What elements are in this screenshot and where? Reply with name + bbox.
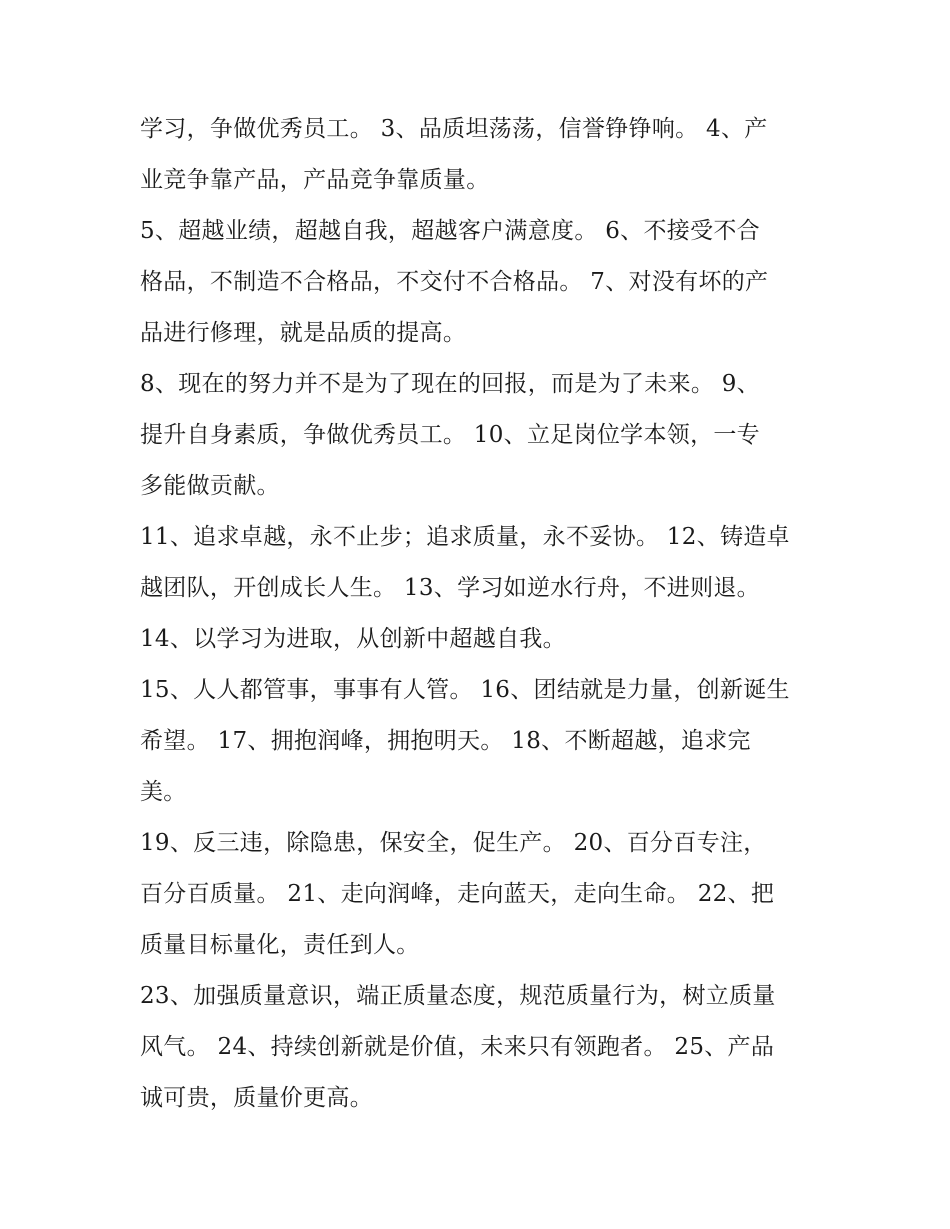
text-line: 学习，争做优秀员工。 3、品质坦荡荡，信誉铮铮响。 4、产 [140, 116, 768, 142]
text-line: 百分百质量。 21、走向润峰，走向蓝天，走向生命。 22、把 [140, 881, 775, 907]
text-line: 11、追求卓越，永不止步；追求质量，永不妥协。 12、铸造卓 [140, 524, 790, 550]
text-line: 19、反三违，除隐患，保安全，促生产。 20、百分百专注， [140, 830, 767, 856]
text-line: 业竞争靠产品，产品竞争靠质量。 [140, 167, 490, 193]
text-line: 希望。 17、拥抱润峰，拥抱明天。 18、不断超越，追求完 [140, 728, 751, 754]
document-body [140, 104, 820, 1124]
text-line: 多能做贡献。 [140, 473, 280, 499]
text-line: 风气。 24、持续创新就是价值，未来只有领跑者。 25、产品 [140, 1034, 775, 1060]
text-line: 14、以学习为进取，从创新中超越自我。 [140, 626, 566, 652]
text-line: 越团队，开创成长人生。 13、学习如逆水行舟，不进则退。 [140, 575, 760, 601]
text-line: 诚可贵，质量价更高。 [140, 1085, 373, 1111]
text-line: 提升自身素质，争做优秀员工。 10、立足岗位学本领，一专 [140, 422, 760, 448]
text-line: 美。 [140, 779, 187, 805]
text-line: 8、现在的努力并不是为了现在的回报，而是为了未来。 9、 [140, 371, 760, 397]
text-line: 5、超越业绩，超越自我，超越客户满意度。 6、不接受不合 [140, 218, 760, 244]
text-line: 格品，不制造不合格品，不交付不合格品。 7、对没有坏的产 [140, 269, 769, 295]
text-line: 15、人人都管事，事事有人管。 16、团结就是力量，创新诞生 [140, 677, 790, 703]
text-line: 23、加强质量意识，端正质量态度，规范质量行为，树立质量 [140, 983, 776, 1009]
text-line: 质量目标量化，责任到人。 [140, 932, 420, 958]
text-line: 品进行修理，就是品质的提高。 [140, 320, 467, 346]
